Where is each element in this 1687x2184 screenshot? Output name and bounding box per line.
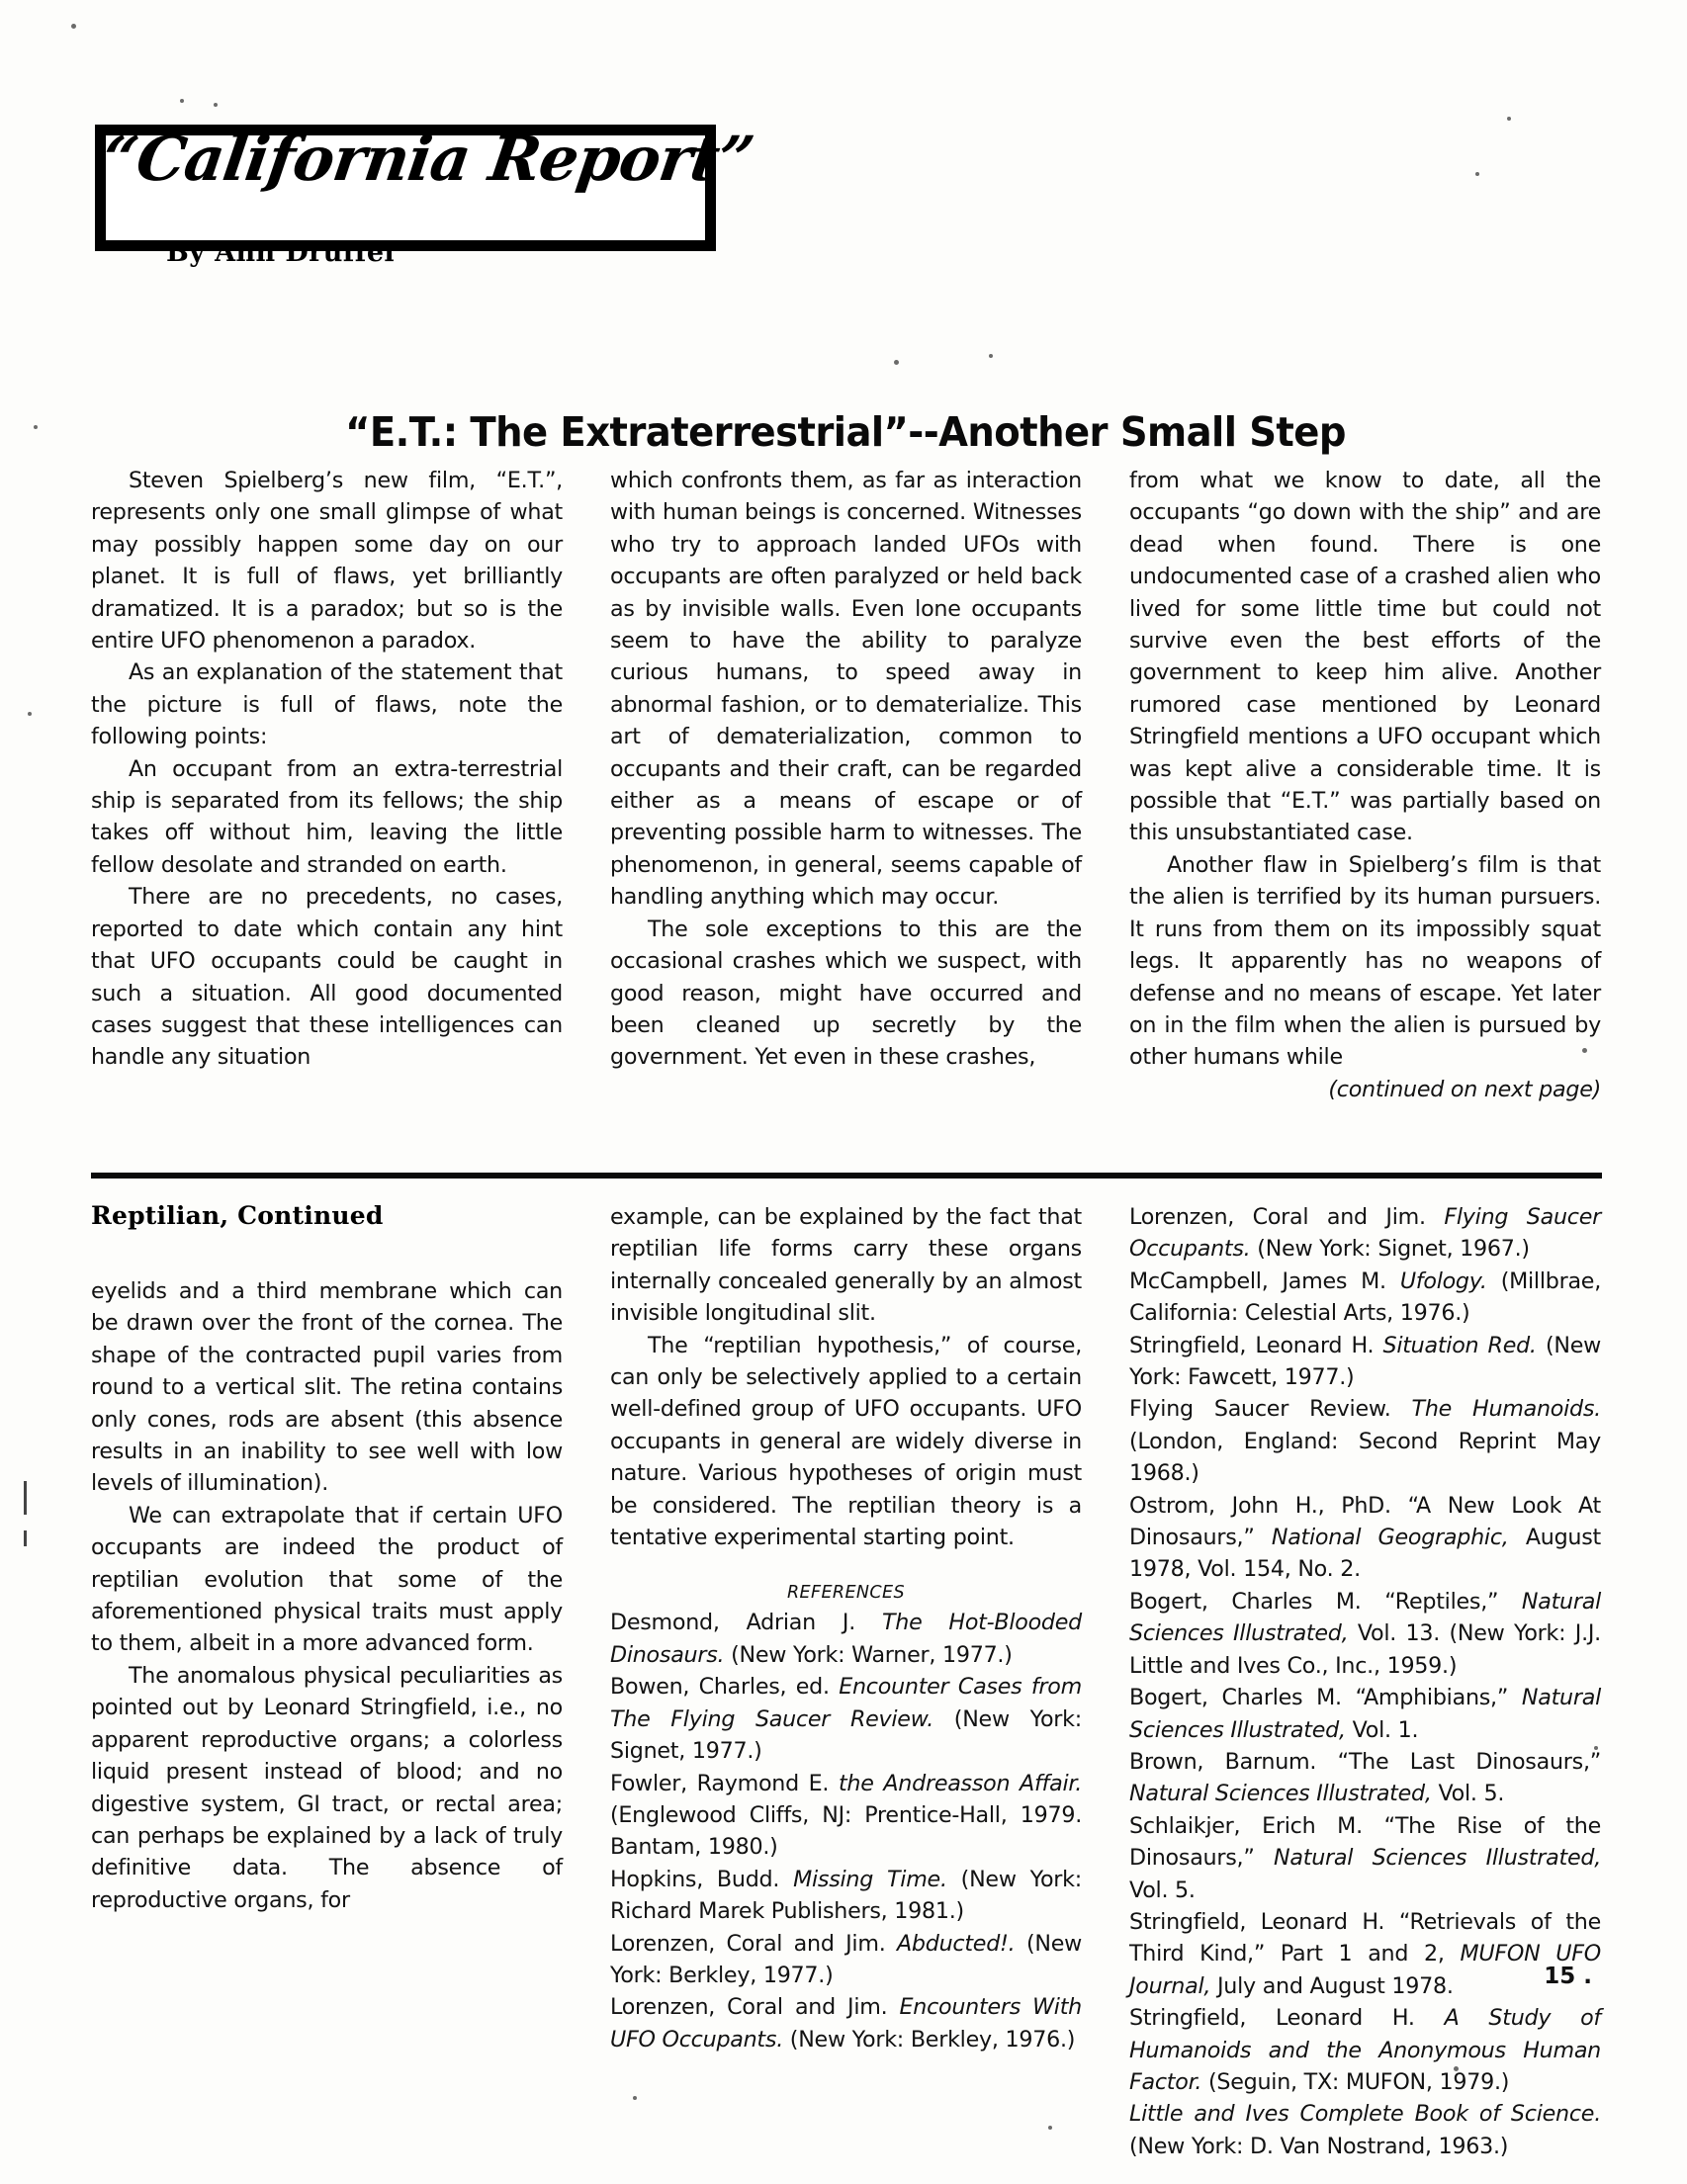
scan-speck xyxy=(894,360,899,365)
scan-speck xyxy=(1507,117,1511,121)
reference-entry: Flying Saucer Review. The Humanoids. (London, England: Second Reprint May 1968.) xyxy=(1129,1396,1601,1487)
scan-speck xyxy=(180,99,184,103)
margin-tick xyxy=(24,1530,27,1546)
reference-entry: Lorenzen, Coral and Jim. Flying Saucer Occupants. (New York: Signet, 1967.) xyxy=(1129,1204,1601,1263)
reference-entry: Bowen, Charles, ed. Encounter Cases from The Flying Saucer Review. (New York: Signet, 1977.) xyxy=(610,1674,1082,1765)
paragraph: As an explanation of the statement that the picture is full of flaws, note the following points: xyxy=(91,659,563,750)
article-column-1 xyxy=(91,465,563,1105)
section-subhead: Reptilian, Continued xyxy=(91,1201,384,1230)
paragraph: example, can be explained by the fact that reptilian life forms carry these organs internally concealed generally by an almost invisible longitudinal slit. xyxy=(610,1204,1082,1327)
scan-speck xyxy=(1475,172,1479,176)
reptilian-column-1 xyxy=(91,1201,563,2162)
paragraph: Steven Spielberg’s new film, “E.T.”, represents only one small glimpse of what may possibly happen some day on our planet. It is full of flaws, yet brilliantly dramatized. It is a paradox; but so is the entire UFO phenomenon a paradox. xyxy=(91,468,563,655)
reference-entry: Desmond, Adrian J. The Hot-Blooded Dinosaurs. (New York: Warner, 1977.) xyxy=(610,1610,1082,1668)
reference-entry: Stringfield, Leonard H. Situation Red. (New York: Fawcett, 1977.) xyxy=(1129,1332,1601,1391)
reptilian-columns xyxy=(91,1201,1602,2162)
article-headline: “E.T.: The Extraterrestrial”--Another Small Step xyxy=(345,408,1346,457)
paragraph: The sole exceptions to this are the occasional crashes which we suspect, with good reason, might have occurred and been cleaned up secretly by the government. Yet even in these crashes, xyxy=(610,916,1082,1071)
scan-speck xyxy=(71,24,76,29)
publication-logo: “California Report” xyxy=(97,123,758,195)
paragraph: eyelids and a third membrane which can be drawn over the front of the cornea. The shape of the contracted pupil varies from round to a vertical slit. The retina contains only cones, rods are absent (this absence results in an inability to see well with low levels of illumination). xyxy=(91,1278,563,1497)
article-columns xyxy=(91,465,1602,1105)
references-heading: REFERENCES xyxy=(786,1583,906,1604)
scan-speck xyxy=(989,354,993,358)
paragraph: from what we know to date, all the occupants “go down with the ship” and are dead when found. There is one undocumented case of a crashed alien who lived for some little time but could not survive even the best efforts of the government to keep him alive. Another rumored case mentioned by Leonard Stringfield mentions a UFO occupant which was kept alive a considerable time. It is possible that “E.T.” was partially based on this unsubstantiated case. xyxy=(1129,468,1601,846)
reference-entry: Fowler, Raymond E. the Andreasson Affair. (Englewood Cliffs, NJ: Prentice-Hall, 1979. Bantam, 1980.) xyxy=(610,1770,1083,1861)
reference-entry: Stringfield, Leonard H. “Retrievals of the Third Kind,” Part 1 and 2, MUFON UFO Journal, July and August 1978. xyxy=(1129,1908,1601,1999)
paragraph: The anomalous physical peculiarities as pointed out by Leonard Stringfield, i.e., no apparent reproductive organs; a colorless liquid present instead of blood; and no digestive system, GI tract, or rectal area; can perhaps be explained by a lack of truly definitive data. The absence of reproductive organs, for xyxy=(91,1662,563,1913)
scan-speck xyxy=(214,103,218,107)
paragraph: which confronts them, as far as interaction with human beings is concerned. Witnesses who try to approach landed UFOs with occupants are often paralyzed or held back as by invisible walls. Even lone occupants seem to have the ability to paralyze curious humans, to speed away in abnormal fashion, or to dematerialize. This art of dematerialization, common to occupants and their craft, can be regarded either as a means of escape or of preventing possible harm to witnesses. The phenomenon, in general, seems capable of handling anything which may occur. xyxy=(610,468,1082,911)
article-column-2 xyxy=(610,465,1082,1105)
reptilian-column-3 xyxy=(1129,1201,1601,2162)
reference-entry: Hopkins, Budd. Missing Time. (New York: Richard Marek Publishers, 1981.) xyxy=(610,1866,1082,1925)
reference-entry: Little and Ives Complete Book of Science. (New York: D. Van Nostrand, 1963.) xyxy=(1129,2101,1601,2159)
reference-entry: McCampbell, James M. Ufology. (Millbrae, California: Celestial Arts, 1976.) xyxy=(1129,1267,1601,1327)
scan-speck xyxy=(34,425,38,429)
references-list-column-2 xyxy=(610,1607,1082,2055)
reptilian-column-2 xyxy=(610,1201,1082,2162)
reference-entry: Stringfield, Leonard H. A Study of Humanoids and the Anonymous Human Factor. (Seguin, TX: MUFON, 1979.) xyxy=(1129,2005,1601,2095)
reference-entry: Ostrom, John H., PhD. “A New Look At Dinosaurs,” National Geographic, August 1978, Vol. 154, No. 2. xyxy=(1129,1492,1601,1583)
reference-entry: Brown, Barnum. “The Last Dinosaurs,” Natural Sciences Illustrated, Vol. 5. xyxy=(1129,1748,1601,1807)
paragraph: The “reptilian hypothesis,” of course, can only be selectively applied to a certain well-defined group of UFO occupants. UFO occupants in general are widely diverse in nature. Various hypotheses of origin must be considered. The reptilian theory is a tentative experimental starting point. xyxy=(610,1332,1082,1551)
section-divider xyxy=(91,1173,1602,1179)
page-number: 15 . xyxy=(1544,1964,1592,1989)
reference-entry: Bogert, Charles M. “Reptiles,” Natural Sciences Illustrated, Vol. 13. (New York: J.J. Little and Ives Co., Inc., 1959.) xyxy=(1129,1588,1601,1679)
paragraph: Another flaw in Spielberg’s film is that the alien is terrified by its human pursuers. It runs from them on its impossibly squat legs. It apparently has no weapons of defense and no means of escape. Yet later on in the film when the alien is pursued by other humans while xyxy=(1129,851,1601,1071)
reference-entry: Bogert, Charles M. “Amphibians,” Natural Sciences Illustrated, Vol. 1. xyxy=(1129,1685,1601,1743)
reference-entry: Lorenzen, Coral and Jim. Abducted!. (New York: Berkley, 1977.) xyxy=(610,1930,1082,1988)
paragraph: There are no precedents, no cases, reported to date which contain any hint that UFO occupants could be caught in such a situation. All good documented cases suggest that these intelligences can handle any situation xyxy=(91,884,563,1071)
paragraph: We can extrapolate that if certain UFO occupants are indeed the product of reptilian evolution that some of the aforementioned physical traits must apply to them, albeit in a more advanced form. xyxy=(91,1502,563,1657)
article-column-3 xyxy=(1129,465,1601,1105)
references-list-column-3 xyxy=(1129,1201,1601,2162)
margin-tick xyxy=(24,1481,27,1515)
byline: By Ann Druffel xyxy=(166,237,396,268)
scan-speck xyxy=(28,712,32,716)
reference-entry: Schlaikjer, Erich M. “The Rise of the Dinosaurs,” Natural Sciences Illustrated, Vol. 5. xyxy=(1129,1812,1601,1903)
paragraph: An occupant from an extra-terrestrial ship is separated from its fellows; the ship takes off without him, leaving the little fellow desolate and stranded on earth. xyxy=(91,755,563,878)
reference-entry: Lorenzen, Coral and Jim. Encounters With UFO Occupants. (New York: Berkley, 1976.) xyxy=(610,1994,1082,2053)
continued-note: (continued on next page) xyxy=(1328,1076,1601,1102)
